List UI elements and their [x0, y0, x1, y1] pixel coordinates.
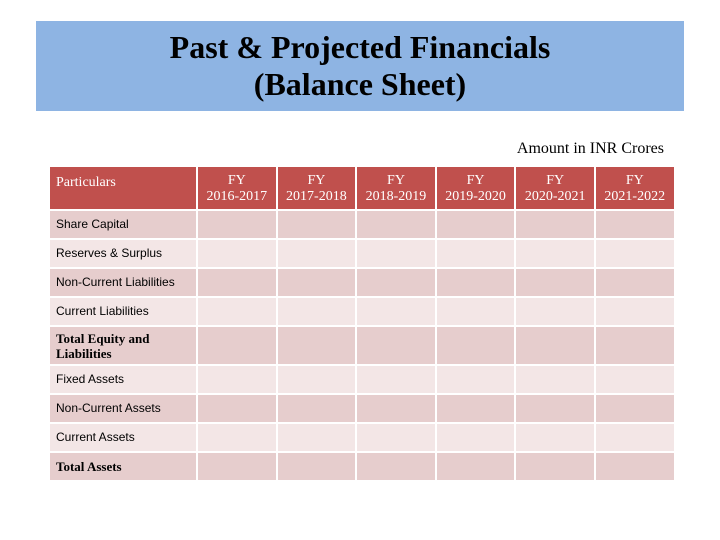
value-cell	[595, 423, 675, 452]
value-cell	[197, 394, 277, 423]
value-cell	[197, 423, 277, 452]
value-cell	[515, 452, 595, 481]
year-header-prefix: FY	[546, 173, 565, 188]
year-header-range: 2016-2017	[206, 189, 268, 204]
value-cell	[595, 326, 675, 365]
value-cell	[515, 326, 595, 365]
value-cell	[515, 297, 595, 326]
value-cell	[436, 326, 516, 365]
year-header-2019-2020	[436, 166, 516, 210]
value-cell	[356, 365, 436, 394]
value-cell	[277, 239, 357, 268]
row-label-share-capital: Share Capital	[49, 210, 197, 239]
value-cell	[197, 210, 277, 239]
value-cell	[436, 297, 516, 326]
value-cell	[356, 210, 436, 239]
table-row	[49, 210, 675, 239]
value-cell	[595, 365, 675, 394]
row-label-fixed-assets: Fixed Assets	[49, 365, 197, 394]
year-header-2021-2022	[595, 166, 675, 210]
value-cell	[356, 452, 436, 481]
value-cell	[436, 365, 516, 394]
value-cell	[595, 394, 675, 423]
value-cell	[356, 394, 436, 423]
table-row	[49, 394, 675, 423]
value-cell	[436, 423, 516, 452]
value-cell	[356, 326, 436, 365]
year-header-prefix: FY	[387, 173, 405, 188]
table-row	[49, 326, 675, 365]
value-cell	[356, 239, 436, 268]
value-cell	[515, 423, 595, 452]
slide-title-banner	[36, 21, 684, 111]
value-cell	[595, 297, 675, 326]
row-label-reserves-surplus: Reserves & Surplus	[49, 239, 197, 268]
value-cell	[277, 210, 357, 239]
value-cell	[356, 297, 436, 326]
table-row	[49, 452, 675, 481]
value-cell	[197, 452, 277, 481]
row-label-non-current-assets: Non-Current Assets	[49, 394, 197, 423]
value-cell	[515, 268, 595, 297]
value-cell	[515, 394, 595, 423]
year-header-range: 2021-2022	[604, 189, 666, 204]
table-row	[49, 268, 675, 297]
value-cell	[515, 210, 595, 239]
table-header-row	[49, 166, 675, 210]
value-cell	[595, 210, 675, 239]
row-label-total-equity-liabilities: Total Equity and Liabilities	[49, 326, 197, 365]
value-cell	[277, 423, 357, 452]
value-cell	[356, 268, 436, 297]
value-cell	[277, 452, 357, 481]
table-row	[49, 239, 675, 268]
row-label-total-assets: Total Assets	[49, 452, 197, 481]
slide-title-line-1: Past & Projected Financials	[169, 29, 551, 65]
value-cell	[277, 365, 357, 394]
year-header-2020-2021	[515, 166, 595, 210]
table-row	[49, 423, 675, 452]
row-label-current-liabilities: Current Liabilities	[49, 297, 197, 326]
year-header-range: 2020-2021	[524, 189, 586, 204]
year-header-range: 2018-2019	[365, 189, 427, 204]
value-cell	[197, 297, 277, 326]
value-cell	[515, 239, 595, 268]
amount-unit-note: Amount in INR Crores	[516, 140, 664, 157]
year-header-2018-2019	[356, 166, 436, 210]
value-cell	[436, 452, 516, 481]
slide-title-line-2: (Balance Sheet)	[253, 66, 467, 102]
balance-sheet-table	[48, 165, 676, 482]
value-cell	[436, 394, 516, 423]
value-cell	[436, 268, 516, 297]
value-cell	[595, 239, 675, 268]
value-cell	[277, 297, 357, 326]
value-cell	[197, 365, 277, 394]
row-label-current-assets: Current Assets	[49, 423, 197, 452]
year-header-range: 2017-2018	[286, 189, 347, 204]
year-header-2017-2018	[277, 166, 357, 210]
year-header-prefix: FY	[625, 173, 644, 188]
row-label-non-current-liabilities: Non-Current Liabilities	[49, 268, 197, 297]
year-header-range: 2019-2020	[445, 189, 506, 204]
year-header-prefix: FY	[466, 173, 485, 188]
year-header-prefix: FY	[307, 173, 326, 188]
value-cell	[436, 210, 516, 239]
year-header-2016-2017	[197, 166, 277, 210]
value-cell	[515, 365, 595, 394]
value-cell	[595, 268, 675, 297]
value-cell	[595, 452, 675, 481]
value-cell	[277, 268, 357, 297]
value-cell	[356, 423, 436, 452]
particulars-header: Particulars	[49, 166, 197, 210]
value-cell	[197, 326, 277, 365]
value-cell	[277, 394, 357, 423]
value-cell	[436, 239, 516, 268]
value-cell	[197, 268, 277, 297]
table-row	[49, 297, 675, 326]
year-header-prefix: FY	[227, 173, 246, 188]
value-cell	[277, 326, 357, 365]
table-row	[49, 365, 675, 394]
value-cell	[197, 239, 277, 268]
